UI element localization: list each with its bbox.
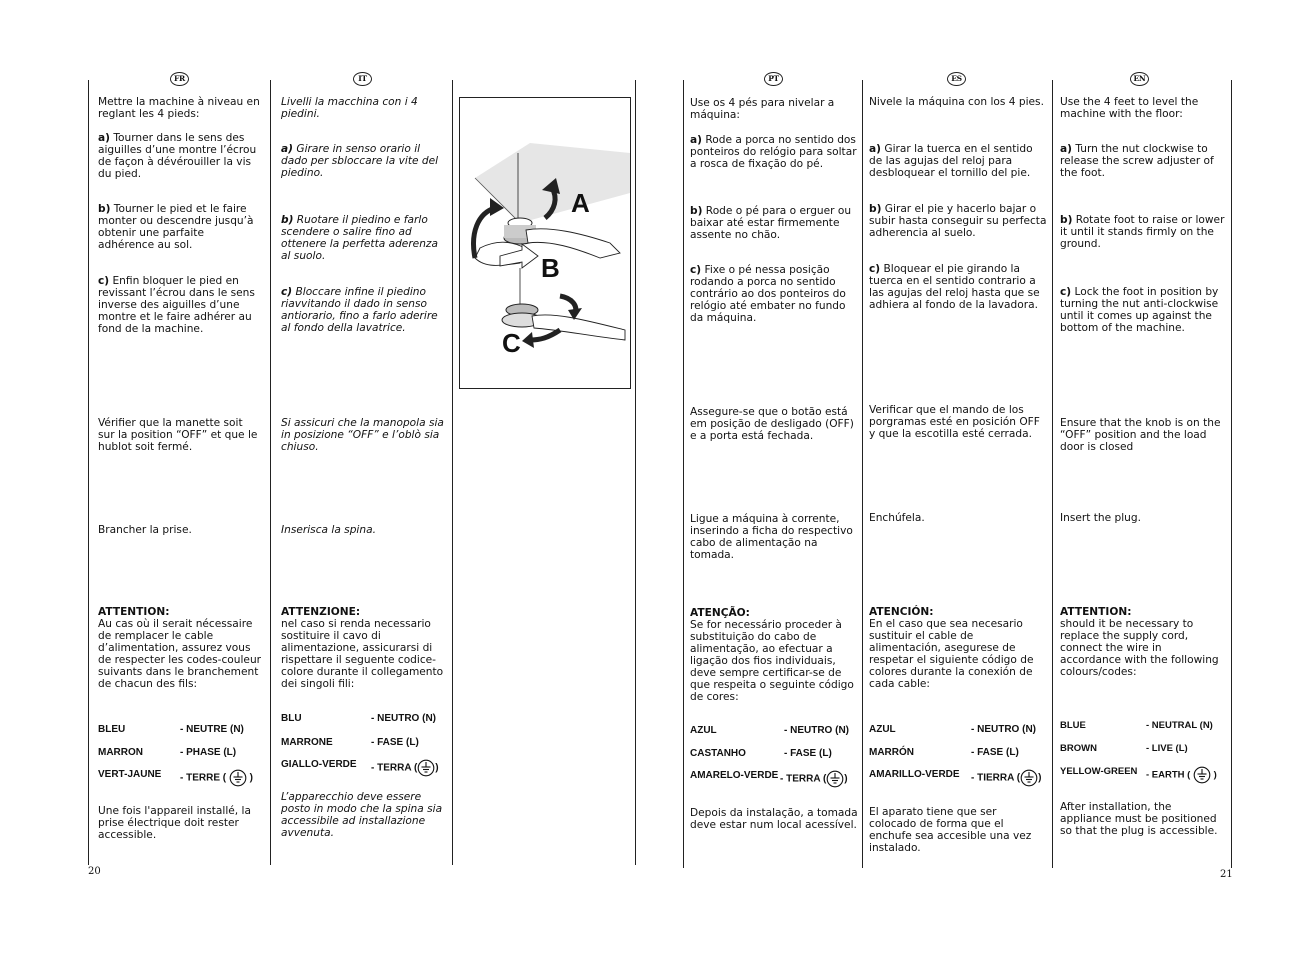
pt-step-a: a) Rode a porca no sentido dos ponteiros do relógio para soltar a rosca de fixação do pé. bbox=[690, 134, 857, 170]
it-step-c: c) Bloccare infine il piedino riavvitando il dado in senso antiorario, fino a farlo aderire al fondo della lavatrice. bbox=[281, 286, 438, 334]
figure-label-a: A bbox=[571, 188, 590, 218]
rule-right-outer bbox=[1231, 80, 1232, 868]
en-knob-text: Ensure that the knob is on the “OFF” position and the load door is closed bbox=[1060, 417, 1221, 453]
es-plug-text: Enchúfela. bbox=[869, 512, 925, 524]
table-row: AMARELO-VERDE - TERRA ( ) bbox=[690, 770, 858, 784]
en-step-b: b) Rotate foot to raise or lower it until it stands firmly on the ground. bbox=[1060, 214, 1225, 250]
flag-it: IT bbox=[353, 72, 372, 86]
es-after-text: El aparato tiene que ser colocado de forma que el enchufe sea accesible una vez instalado. bbox=[869, 806, 1032, 854]
table-row: BLU - NEUTRO (N) bbox=[281, 713, 436, 724]
rule-fig-gutter bbox=[635, 80, 636, 865]
table-row: BLUE - NEUTRAL (N) bbox=[1060, 720, 1213, 731]
flag-en: EN bbox=[1130, 72, 1149, 86]
en-level-text: Use the 4 feet to level the machine with the floor: bbox=[1060, 96, 1199, 120]
rule-pt-left bbox=[683, 80, 684, 868]
rule-pt-es bbox=[862, 80, 863, 868]
rule-it-fig bbox=[452, 80, 453, 865]
earth-ground-icon bbox=[1020, 769, 1038, 787]
pt-step-c: c) Fixe o pé nessa posição rodando a porca no sentido contrário ao dos ponteiros do relógio até embater no fundo da máquina. bbox=[690, 264, 846, 324]
rule-es-en bbox=[1052, 80, 1053, 868]
flag-fr: FR bbox=[170, 72, 189, 86]
it-step-a: a) Girare in senso orario il dado per sbloccare la vite del piedino. bbox=[281, 143, 439, 179]
fr-step-c: c) Enfin bloquer le pied en revissant l’écrou dans le sens inverse des aiguilles d’une montre et le faire adhérer au fond de la machine. bbox=[98, 275, 255, 335]
page-number-right: 21 bbox=[1220, 869, 1233, 880]
table-row: VERT-JAUNE - TERRE ( ) bbox=[98, 769, 262, 783]
table-row: MARRON - PHASE (L) bbox=[98, 747, 237, 758]
en-attention: ATTENTION: should it be necessary to replace the supply cord, connect the wire in accordance with the following colours/codes: bbox=[1060, 606, 1219, 678]
rule-left-outer bbox=[88, 80, 89, 865]
foot-adjustment-illustration bbox=[460, 98, 630, 388]
table-row: MARRONE - FASE (L) bbox=[281, 737, 419, 748]
en-after-text: After installation, the appliance must be positioned so that the plug is accessible. bbox=[1060, 801, 1218, 837]
es-level-text: Nivele la máquina con los 4 pies. bbox=[869, 96, 1044, 108]
en-step-a: a) Turn the nut clockwise to release the screw adjuster of the foot. bbox=[1060, 143, 1214, 179]
pt-level-text: Use os 4 pés para nivelar a máquina: bbox=[690, 97, 835, 121]
table-row: GIALLO-VERDE - TERRA ( ) bbox=[281, 759, 446, 773]
page-number-left: 20 bbox=[88, 866, 101, 877]
it-after-text: L’apparecchio deve essere posto in modo che la spina sia accessibile ad installazione avvenuta. bbox=[281, 791, 443, 839]
fr-attention: ATTENTION: Au cas où il serait nécessaire de remplacer le cable d’alimentation, assurez vous de respecter les codes-couleur suivants dans le branchement de chacun des fils: bbox=[98, 606, 262, 690]
fr-plug-text: Brancher la prise. bbox=[98, 524, 192, 536]
it-step-b: b) Ruotare il piedino e farlo scendere o salire fino ad ottenere la perfetta aderenza al suolo. bbox=[281, 214, 438, 262]
pt-plug-text: Ligue a máquina à corrente, inserindo a ficha do respectivo cabo de alimentação na tomada. bbox=[690, 513, 853, 561]
fr-level-text: Mettre la machine à niveau en reglant les 4 pieds: bbox=[98, 96, 260, 120]
fr-after-text: Une fois l'appareil installé, la prise électrique doit rester accessible. bbox=[98, 805, 251, 841]
pt-after-text: Depois da instalação, a tomada deve estar num local acessível. bbox=[690, 807, 858, 831]
it-attention: ATTENZIONE: nel caso si renda necessario sostituire il cavo di alimentazione, assicurarsi di rispettare il seguente codice-colore durante il collegamento dei singoli fili: bbox=[281, 606, 444, 690]
table-row: BROWN - LIVE (L) bbox=[1060, 743, 1188, 754]
earth-ground-icon bbox=[417, 759, 435, 777]
it-knob-text: Si assicuri che la manopola sia in posizione “OFF” e l’oblò sia chiuso. bbox=[281, 417, 444, 453]
es-step-c: c) Bloquear el pie girando la tuerca en el sentido contrario a las agujas del reloj hasta que se adhiera al fondo de la lavadora. bbox=[869, 263, 1040, 311]
rule-fr-it bbox=[270, 80, 271, 865]
pt-attention: ATENÇÃO: Se for necessário proceder à substituição do cabo de alimentação, ao efectuar a ligação dos fios individuais, deve sempre certificar-se de que respeita o seguinte código de cores: bbox=[690, 607, 854, 703]
leveling-figure bbox=[459, 97, 631, 389]
pt-knob-text: Assegure-se que o botão está em posição de desligado (OFF) e a porta está fechada. bbox=[690, 406, 854, 442]
es-step-b: b) Girar el pie y hacerlo bajar o subir hasta conseguir su perfecta adherencia al suelo. bbox=[869, 203, 1047, 239]
fr-knob-text: Vérifier que la manette soit sur la position “OFF” et que le hublot soit fermé. bbox=[98, 417, 258, 453]
pt-step-b: b) Rode o pé para o erguer ou baixar até estar firmemente assente no chão. bbox=[690, 205, 852, 241]
flag-pt: PT bbox=[764, 72, 783, 86]
earth-ground-icon bbox=[229, 769, 247, 787]
fr-step-a: a) Tourner dans le sens des aiguilles d’une montre l’écrou de façon à dévérouiller la vis du pied. bbox=[98, 132, 257, 180]
flag-es: ES bbox=[947, 72, 966, 86]
figure-label-b: B bbox=[541, 253, 560, 283]
table-row: YELLOW-GREEN - EARTH ( ) bbox=[1060, 766, 1225, 780]
table-row: AMARILLO-VERDE - TIERRA ( ) bbox=[869, 769, 1047, 783]
it-level-text: Livelli la macchina con i 4 piedini. bbox=[281, 96, 418, 120]
fr-step-b: b) Tourner le pied et le faire monter ou descendre jusqu’à obtenir une parfaite adhérence au sol. bbox=[98, 203, 254, 251]
table-row: BLEU - NEUTRE (N) bbox=[98, 724, 244, 735]
table-row: AZUL - NEUTRO (N) bbox=[869, 724, 1036, 735]
es-step-a: a) Girar la tuerca en el sentido de las agujas del reloj para desbloquear el tornillo del pie. bbox=[869, 143, 1033, 179]
es-attention: ATENCIÓN: En el caso que sea necesario sustituir el cable de alimentación, asegurese de respetar el siguiente código de colores durante la conexión de cada cable: bbox=[869, 606, 1034, 690]
table-row: MARRÓN - FASE (L) bbox=[869, 747, 1019, 758]
es-knob-text: Verificar que el mando de los porgramas esté en posición OFF y que la escotilla esté cerrada. bbox=[869, 404, 1040, 440]
it-plug-text: Inserisca la spina. bbox=[281, 524, 376, 536]
en-plug-text: Insert the plug. bbox=[1060, 512, 1141, 524]
earth-ground-icon bbox=[1193, 766, 1211, 784]
table-row: AZUL - NEUTRO (N) bbox=[690, 725, 849, 736]
figure-label-c: C bbox=[502, 328, 521, 358]
en-step-c: c) Lock the foot in position by turning the nut anti-clockwise until it comes up against the bottom of the machine. bbox=[1060, 286, 1219, 334]
table-row: CASTANHO - FASE (L) bbox=[690, 748, 832, 759]
earth-ground-icon bbox=[826, 770, 844, 788]
